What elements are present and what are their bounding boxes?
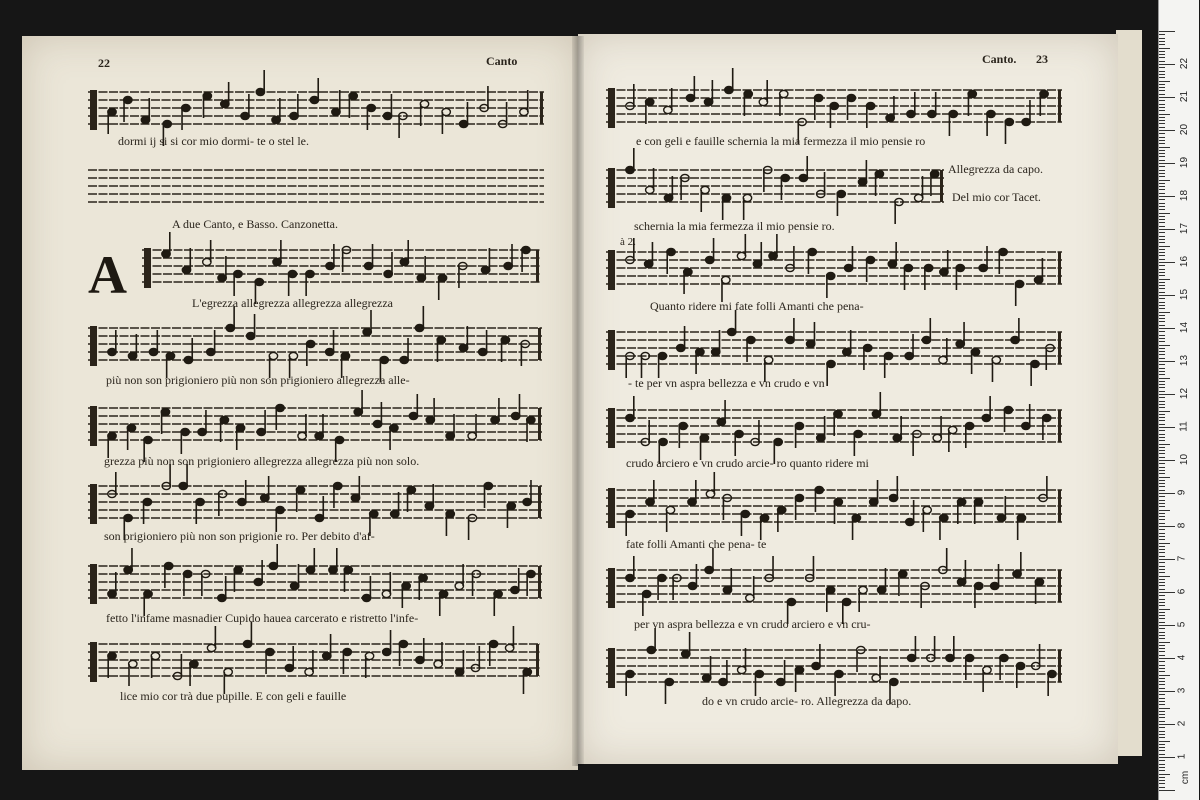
ruler-tick bbox=[1159, 678, 1165, 679]
ruler-tick bbox=[1159, 74, 1165, 75]
ruler-tick bbox=[1159, 556, 1165, 557]
ruler-tick bbox=[1159, 110, 1165, 111]
ruler-tick bbox=[1159, 724, 1175, 725]
ruler-tick bbox=[1159, 147, 1170, 148]
ruler-tick bbox=[1159, 67, 1165, 68]
ruler-tick bbox=[1159, 731, 1165, 732]
ruler-tick bbox=[1159, 493, 1175, 494]
right-lyric-line-2: schernia la mia fermezza il mio pensie ro. bbox=[634, 219, 835, 233]
ruler-tick bbox=[1159, 460, 1175, 461]
ruler-tick bbox=[1159, 609, 1170, 610]
ruler-tick bbox=[1159, 335, 1165, 336]
ruler-tick bbox=[1159, 371, 1165, 372]
measuring-ruler bbox=[1158, 0, 1199, 800]
ruler-tick bbox=[1159, 107, 1165, 108]
ruler-tick bbox=[1159, 180, 1170, 181]
right-staff-3 bbox=[606, 234, 1062, 306]
ruler-tick bbox=[1159, 714, 1165, 715]
ruler-number: 3 bbox=[1176, 687, 1188, 694]
ruler-tick bbox=[1159, 744, 1165, 745]
ruler-tick bbox=[1159, 341, 1165, 342]
ruler-tick bbox=[1159, 708, 1170, 709]
ruler-tick bbox=[1159, 387, 1165, 388]
ruler-tick bbox=[1159, 665, 1165, 666]
ruler-tick bbox=[1159, 160, 1165, 161]
ruler-tick bbox=[1159, 645, 1165, 646]
ruler-tick bbox=[1159, 384, 1165, 385]
ruler-tick bbox=[1159, 490, 1165, 491]
ruler-tick bbox=[1159, 54, 1165, 55]
ruler-tick bbox=[1159, 651, 1165, 652]
ruler-tick bbox=[1159, 285, 1165, 286]
ruler-tick bbox=[1159, 104, 1165, 105]
ruler-tick bbox=[1159, 480, 1165, 481]
ruler-tick bbox=[1159, 252, 1165, 253]
ruler-tick bbox=[1159, 526, 1175, 527]
ruler-tick bbox=[1159, 572, 1165, 573]
ruler-tick bbox=[1159, 592, 1175, 593]
ruler-tick bbox=[1159, 602, 1165, 603]
ruler-tick bbox=[1159, 444, 1170, 445]
ruler-tick bbox=[1159, 226, 1165, 227]
right-staff-6 bbox=[606, 472, 1062, 540]
ruler-number: 15 bbox=[1179, 288, 1191, 301]
ruler-tick bbox=[1159, 430, 1165, 431]
ruler-tick bbox=[1159, 486, 1165, 487]
ruler-number: 18 bbox=[1179, 189, 1191, 202]
ruler-tick bbox=[1159, 246, 1170, 247]
ruler-tick bbox=[1159, 434, 1165, 435]
ruler-tick bbox=[1159, 417, 1165, 418]
ruler-tick bbox=[1159, 622, 1165, 623]
ruler-tick bbox=[1159, 790, 1175, 791]
ruler-number: 12 bbox=[1179, 387, 1191, 400]
ruler-tick bbox=[1159, 625, 1175, 626]
ruler-tick bbox=[1159, 688, 1165, 689]
ruler-number: 22 bbox=[1179, 57, 1191, 70]
ruler-tick bbox=[1159, 318, 1165, 319]
ruler-tick bbox=[1159, 741, 1170, 742]
ruler-number: 9 bbox=[1176, 489, 1188, 496]
ruler-tick bbox=[1159, 539, 1165, 540]
ruler-tick bbox=[1159, 183, 1165, 184]
ruler-tick bbox=[1159, 595, 1165, 596]
ruler-tick bbox=[1159, 711, 1165, 712]
ruler-tick bbox=[1159, 546, 1165, 547]
ruler-number: 1 bbox=[1176, 753, 1188, 760]
ruler-tick bbox=[1159, 552, 1165, 553]
right-staff-8 bbox=[606, 628, 1062, 704]
ruler-tick bbox=[1159, 315, 1165, 316]
ruler-number: 16 bbox=[1179, 255, 1191, 268]
ruler-tick bbox=[1159, 734, 1165, 735]
ruler-tick bbox=[1159, 477, 1170, 478]
right-staff-2 bbox=[606, 148, 944, 224]
ruler-tick bbox=[1159, 378, 1170, 379]
ruler-tick bbox=[1159, 589, 1165, 590]
ruler-tick bbox=[1159, 770, 1165, 771]
ruler-tick bbox=[1159, 308, 1165, 309]
right-page-header: Canto. bbox=[982, 52, 1017, 66]
ruler-tick bbox=[1159, 255, 1165, 256]
ruler-tick bbox=[1159, 671, 1165, 672]
ruler-tick bbox=[1159, 239, 1165, 240]
ruler-number: 14 bbox=[1179, 321, 1191, 334]
left-lyric-line-1: dormi ij si si cor mio dormi- te o stel le. bbox=[118, 134, 309, 148]
ruler-tick bbox=[1159, 783, 1165, 784]
ruler-number: 21 bbox=[1179, 90, 1191, 103]
ruler-tick bbox=[1159, 193, 1165, 194]
ruler-tick bbox=[1159, 420, 1165, 421]
ruler-tick bbox=[1159, 361, 1175, 362]
ruler-tick bbox=[1159, 397, 1165, 398]
ruler-tick bbox=[1159, 51, 1165, 52]
ruler-tick bbox=[1159, 298, 1165, 299]
right-side-text-1: Allegrezza da capo. bbox=[948, 162, 1043, 176]
ruler-tick bbox=[1159, 156, 1165, 157]
ruler-number: 19 bbox=[1179, 156, 1191, 169]
ruler-tick bbox=[1159, 473, 1165, 474]
ruler-tick bbox=[1159, 216, 1165, 217]
ruler-tick bbox=[1159, 374, 1165, 375]
ruler-number: 11 bbox=[1178, 421, 1190, 432]
ruler-tick bbox=[1159, 100, 1165, 101]
ruler-tick bbox=[1159, 533, 1165, 534]
ruler-tick bbox=[1159, 133, 1165, 134]
ruler-number: 10 bbox=[1179, 453, 1191, 466]
ruler-tick bbox=[1159, 496, 1165, 497]
ruler-tick bbox=[1159, 757, 1175, 758]
right-side-text-2: Del mio cor Tacet. bbox=[952, 190, 1041, 204]
right-staff-7 bbox=[606, 548, 1062, 624]
ruler-tick bbox=[1159, 176, 1165, 177]
ruler-tick bbox=[1159, 203, 1165, 204]
ruler-tick bbox=[1159, 463, 1165, 464]
ruler-tick bbox=[1159, 114, 1170, 115]
ruler-tick bbox=[1159, 209, 1165, 210]
ruler-tick bbox=[1159, 615, 1165, 616]
ruler-tick bbox=[1159, 717, 1165, 718]
ruler-tick bbox=[1159, 196, 1175, 197]
ruler-tick bbox=[1159, 440, 1165, 441]
ruler-tick bbox=[1159, 236, 1165, 237]
ruler-tick bbox=[1159, 170, 1165, 171]
ruler-tick bbox=[1159, 213, 1170, 214]
ruler-tick bbox=[1159, 368, 1165, 369]
ruler-tick bbox=[1159, 404, 1165, 405]
ruler-tick bbox=[1159, 275, 1165, 276]
ruler-tick bbox=[1159, 658, 1175, 659]
ruler-tick bbox=[1159, 94, 1165, 95]
ruler-tick bbox=[1159, 516, 1165, 517]
ruler-tick bbox=[1159, 750, 1165, 751]
ruler-number: 6 bbox=[1176, 588, 1188, 595]
ruler-tick bbox=[1159, 605, 1165, 606]
ruler-tick bbox=[1159, 684, 1165, 685]
ruler-tick bbox=[1159, 691, 1175, 692]
ruler-tick bbox=[1159, 562, 1165, 563]
ruler-tick bbox=[1159, 506, 1165, 507]
ruler-tick bbox=[1159, 97, 1175, 98]
ruler-tick bbox=[1159, 777, 1165, 778]
left-lyric-line-3: più non son prigioniero più non son prigioniero allegrezza alle- bbox=[106, 373, 410, 387]
ruler-tick bbox=[1159, 585, 1165, 586]
ruler-tick bbox=[1159, 364, 1165, 365]
ruler-tick bbox=[1159, 84, 1165, 85]
ruler-tick bbox=[1159, 391, 1165, 392]
ruler-tick bbox=[1159, 727, 1165, 728]
ruler-tick bbox=[1159, 325, 1165, 326]
ruler-tick bbox=[1159, 150, 1165, 151]
right-lyric-line-6: fate folli Amanti che pena- te bbox=[626, 537, 767, 551]
ruler-tick bbox=[1159, 612, 1165, 613]
ruler-tick bbox=[1159, 754, 1165, 755]
ruler-tick bbox=[1159, 424, 1165, 425]
ruler-tick bbox=[1159, 173, 1165, 174]
right-staff-4 bbox=[606, 310, 1062, 386]
right-lyric-line-8: do e vn crudo arcie- ro. Allegrezza da capo. bbox=[702, 694, 912, 708]
ruler-tick bbox=[1159, 282, 1165, 283]
ruler-tick bbox=[1159, 77, 1165, 78]
ruler-tick bbox=[1159, 764, 1165, 765]
ruler-tick bbox=[1159, 189, 1165, 190]
ruler-number: 7 bbox=[1176, 555, 1188, 562]
ruler-tick bbox=[1159, 90, 1165, 91]
ruler-tick bbox=[1159, 331, 1165, 332]
ruler-tick bbox=[1159, 582, 1165, 583]
ruler-tick bbox=[1159, 206, 1165, 207]
ruler-tick bbox=[1159, 120, 1165, 121]
ruler-tick bbox=[1159, 638, 1165, 639]
ruler-tick bbox=[1159, 467, 1165, 468]
left-lyric-line-5: son prigioniero più non son prigionie ro. Per debito d'af- bbox=[104, 529, 375, 543]
ruler-tick bbox=[1159, 675, 1170, 676]
ruler-tick bbox=[1159, 401, 1165, 402]
ruler-tick bbox=[1159, 576, 1170, 577]
ruler-tick bbox=[1159, 543, 1170, 544]
ruler-tick bbox=[1159, 536, 1165, 537]
ruler-tick bbox=[1159, 394, 1175, 395]
ruler-tick bbox=[1159, 787, 1165, 788]
ruler-tick bbox=[1159, 222, 1165, 223]
ruler-number: 17 bbox=[1179, 222, 1191, 235]
ruler-tick bbox=[1159, 737, 1165, 738]
ruler-tick bbox=[1159, 48, 1170, 49]
ruler-tick bbox=[1159, 232, 1165, 233]
ruler-tick bbox=[1159, 127, 1165, 128]
ruler-tick bbox=[1159, 500, 1165, 501]
ruler-number: 5 bbox=[1176, 621, 1188, 628]
ruler-tick bbox=[1159, 628, 1165, 629]
ruler-tick bbox=[1159, 358, 1165, 359]
right-staff-1 bbox=[606, 68, 1062, 144]
ruler-tick bbox=[1159, 229, 1175, 230]
ruler-tick bbox=[1159, 123, 1165, 124]
right-page-number: 23 bbox=[1036, 52, 1048, 66]
ruler-tick bbox=[1159, 655, 1165, 656]
ruler-tick bbox=[1159, 694, 1165, 695]
ruler-tick bbox=[1159, 242, 1165, 243]
right-lyric-line-5: crudo arciero e vn crudo arcie- ro quanto ridere mi bbox=[626, 456, 869, 470]
ruler-tick bbox=[1159, 701, 1165, 702]
ruler-tick bbox=[1159, 61, 1165, 62]
ruler-tick bbox=[1159, 437, 1165, 438]
right-a2-label: à 2. bbox=[620, 236, 636, 248]
ruler-tick bbox=[1159, 44, 1165, 45]
left-lyric-line-4: grezza più non son prigioniero allegrezza allegrezza più non solo. bbox=[104, 454, 420, 468]
ruler-tick bbox=[1159, 57, 1165, 58]
ruler-tick bbox=[1159, 348, 1165, 349]
ruler-tick bbox=[1159, 262, 1175, 263]
ruler-tick bbox=[1159, 265, 1165, 266]
ruler-tick bbox=[1159, 642, 1170, 643]
ruler-tick bbox=[1159, 219, 1165, 220]
ruler-tick bbox=[1159, 295, 1175, 296]
ruler-tick bbox=[1159, 407, 1165, 408]
ruler-number: 2 bbox=[1176, 720, 1188, 727]
ruler-tick bbox=[1159, 698, 1165, 699]
ruler-tick bbox=[1159, 549, 1165, 550]
ruler-tick bbox=[1159, 279, 1170, 280]
ruler-tick bbox=[1159, 453, 1165, 454]
ruler-tick bbox=[1159, 661, 1165, 662]
right-lyric-line-3: Quanto ridere mi fate folli Amanti che pena- bbox=[650, 299, 864, 313]
ruler-tick bbox=[1159, 302, 1165, 303]
ruler-tick bbox=[1159, 71, 1165, 72]
ruler-tick bbox=[1159, 483, 1165, 484]
ruler-tick bbox=[1159, 457, 1165, 458]
ruler-tick bbox=[1159, 153, 1165, 154]
ruler-tick bbox=[1159, 305, 1165, 306]
ruler-tick bbox=[1159, 137, 1165, 138]
ruler-tick bbox=[1159, 249, 1165, 250]
ruler-tick bbox=[1159, 288, 1165, 289]
ruler-tick bbox=[1159, 41, 1165, 42]
ruler-tick bbox=[1159, 648, 1165, 649]
ruler-tick bbox=[1159, 579, 1165, 580]
ruler-tick bbox=[1159, 381, 1165, 382]
ruler-tick bbox=[1159, 38, 1165, 39]
right-lyric-line-7: per vn aspra bellezza e vn crudo arciero e vn cru- bbox=[634, 617, 871, 631]
ruler-tick bbox=[1159, 780, 1165, 781]
ruler-number: 8 bbox=[1176, 522, 1188, 529]
ruler-tick bbox=[1159, 31, 1175, 32]
ruler-tick bbox=[1159, 163, 1175, 164]
ruler-tick bbox=[1159, 259, 1165, 260]
ruler-tick bbox=[1159, 427, 1175, 428]
left-lyric-line-7: lice mio cor trà due pupille. E con geli e fauille bbox=[120, 689, 347, 703]
ruler-tick bbox=[1159, 186, 1165, 187]
right-lyric-line-1: e con geli e fauille schernia la mia fermezza il mio pensie ro bbox=[636, 134, 926, 148]
ruler-tick bbox=[1159, 767, 1165, 768]
ruler-tick bbox=[1159, 351, 1165, 352]
ruler-tick bbox=[1159, 292, 1165, 293]
ruler-tick bbox=[1159, 354, 1165, 355]
ruler-tick bbox=[1159, 143, 1165, 144]
ruler-tick bbox=[1159, 269, 1165, 270]
right-staff-5 bbox=[606, 392, 1062, 464]
ruler-tick bbox=[1159, 503, 1165, 504]
ruler-tick bbox=[1159, 140, 1165, 141]
ruler-tick bbox=[1159, 130, 1175, 131]
ruler-tick bbox=[1159, 510, 1170, 511]
ruler-tick bbox=[1159, 411, 1170, 412]
ruler-tick bbox=[1159, 529, 1165, 530]
ruler-tick bbox=[1159, 199, 1165, 200]
ruler-tick bbox=[1159, 632, 1165, 633]
ruler-tick bbox=[1159, 747, 1165, 748]
left-lyric-line-6: fetto l'infame masnadier Cupido haueа carcerato e ristretto l'infe- bbox=[106, 611, 419, 625]
left-lyric-line-2: L'egrezza allegrezza allegrezza allegrezza bbox=[192, 296, 393, 310]
ruler-tick bbox=[1159, 447, 1165, 448]
ruler-tick bbox=[1159, 681, 1165, 682]
ruler-tick bbox=[1159, 312, 1170, 313]
ruler-tick bbox=[1159, 569, 1165, 570]
decorative-initial: A bbox=[88, 245, 127, 305]
ruler-tick bbox=[1159, 774, 1170, 775]
ruler-tick bbox=[1159, 328, 1175, 329]
ruler-tick bbox=[1159, 559, 1175, 560]
ruler-tick bbox=[1159, 34, 1165, 35]
ruler-tick bbox=[1159, 321, 1165, 322]
ruler-unit-label: cm bbox=[1180, 770, 1192, 785]
ruler-tick bbox=[1159, 668, 1165, 669]
ruler-tick bbox=[1159, 414, 1165, 415]
ruler-tick bbox=[1159, 64, 1175, 65]
left-section-title: A due Canto, e Basso. Canzonetta. bbox=[172, 217, 338, 231]
ruler-tick bbox=[1159, 760, 1165, 761]
right-lyric-line-4: - te per vn aspra bellezza e vn crudo e vn bbox=[628, 376, 825, 390]
ruler-tick bbox=[1159, 566, 1165, 567]
ruler-tick bbox=[1159, 635, 1165, 636]
ruler-tick bbox=[1159, 272, 1165, 273]
ruler-tick bbox=[1159, 523, 1165, 524]
ruler-tick bbox=[1159, 450, 1165, 451]
ruler-number: 4 bbox=[1176, 654, 1188, 661]
ruler-tick bbox=[1159, 721, 1165, 722]
ruler-tick bbox=[1159, 513, 1165, 514]
ruler-tick bbox=[1159, 117, 1165, 118]
ruler-tick bbox=[1159, 618, 1165, 619]
ruler-tick bbox=[1159, 87, 1165, 88]
ruler-tick bbox=[1159, 519, 1165, 520]
ruler-number: 20 bbox=[1179, 123, 1191, 136]
ruler-number: 13 bbox=[1179, 354, 1191, 367]
ruler-tick bbox=[1159, 166, 1165, 167]
left-page-number: 22 bbox=[98, 56, 110, 70]
ruler-tick bbox=[1159, 704, 1165, 705]
ruler-tick bbox=[1159, 338, 1165, 339]
ruler-tick bbox=[1159, 599, 1165, 600]
left-page-header: Canto bbox=[486, 54, 518, 68]
ruler-tick bbox=[1159, 470, 1165, 471]
ruler-tick bbox=[1159, 345, 1170, 346]
ruler-tick bbox=[1159, 81, 1170, 82]
